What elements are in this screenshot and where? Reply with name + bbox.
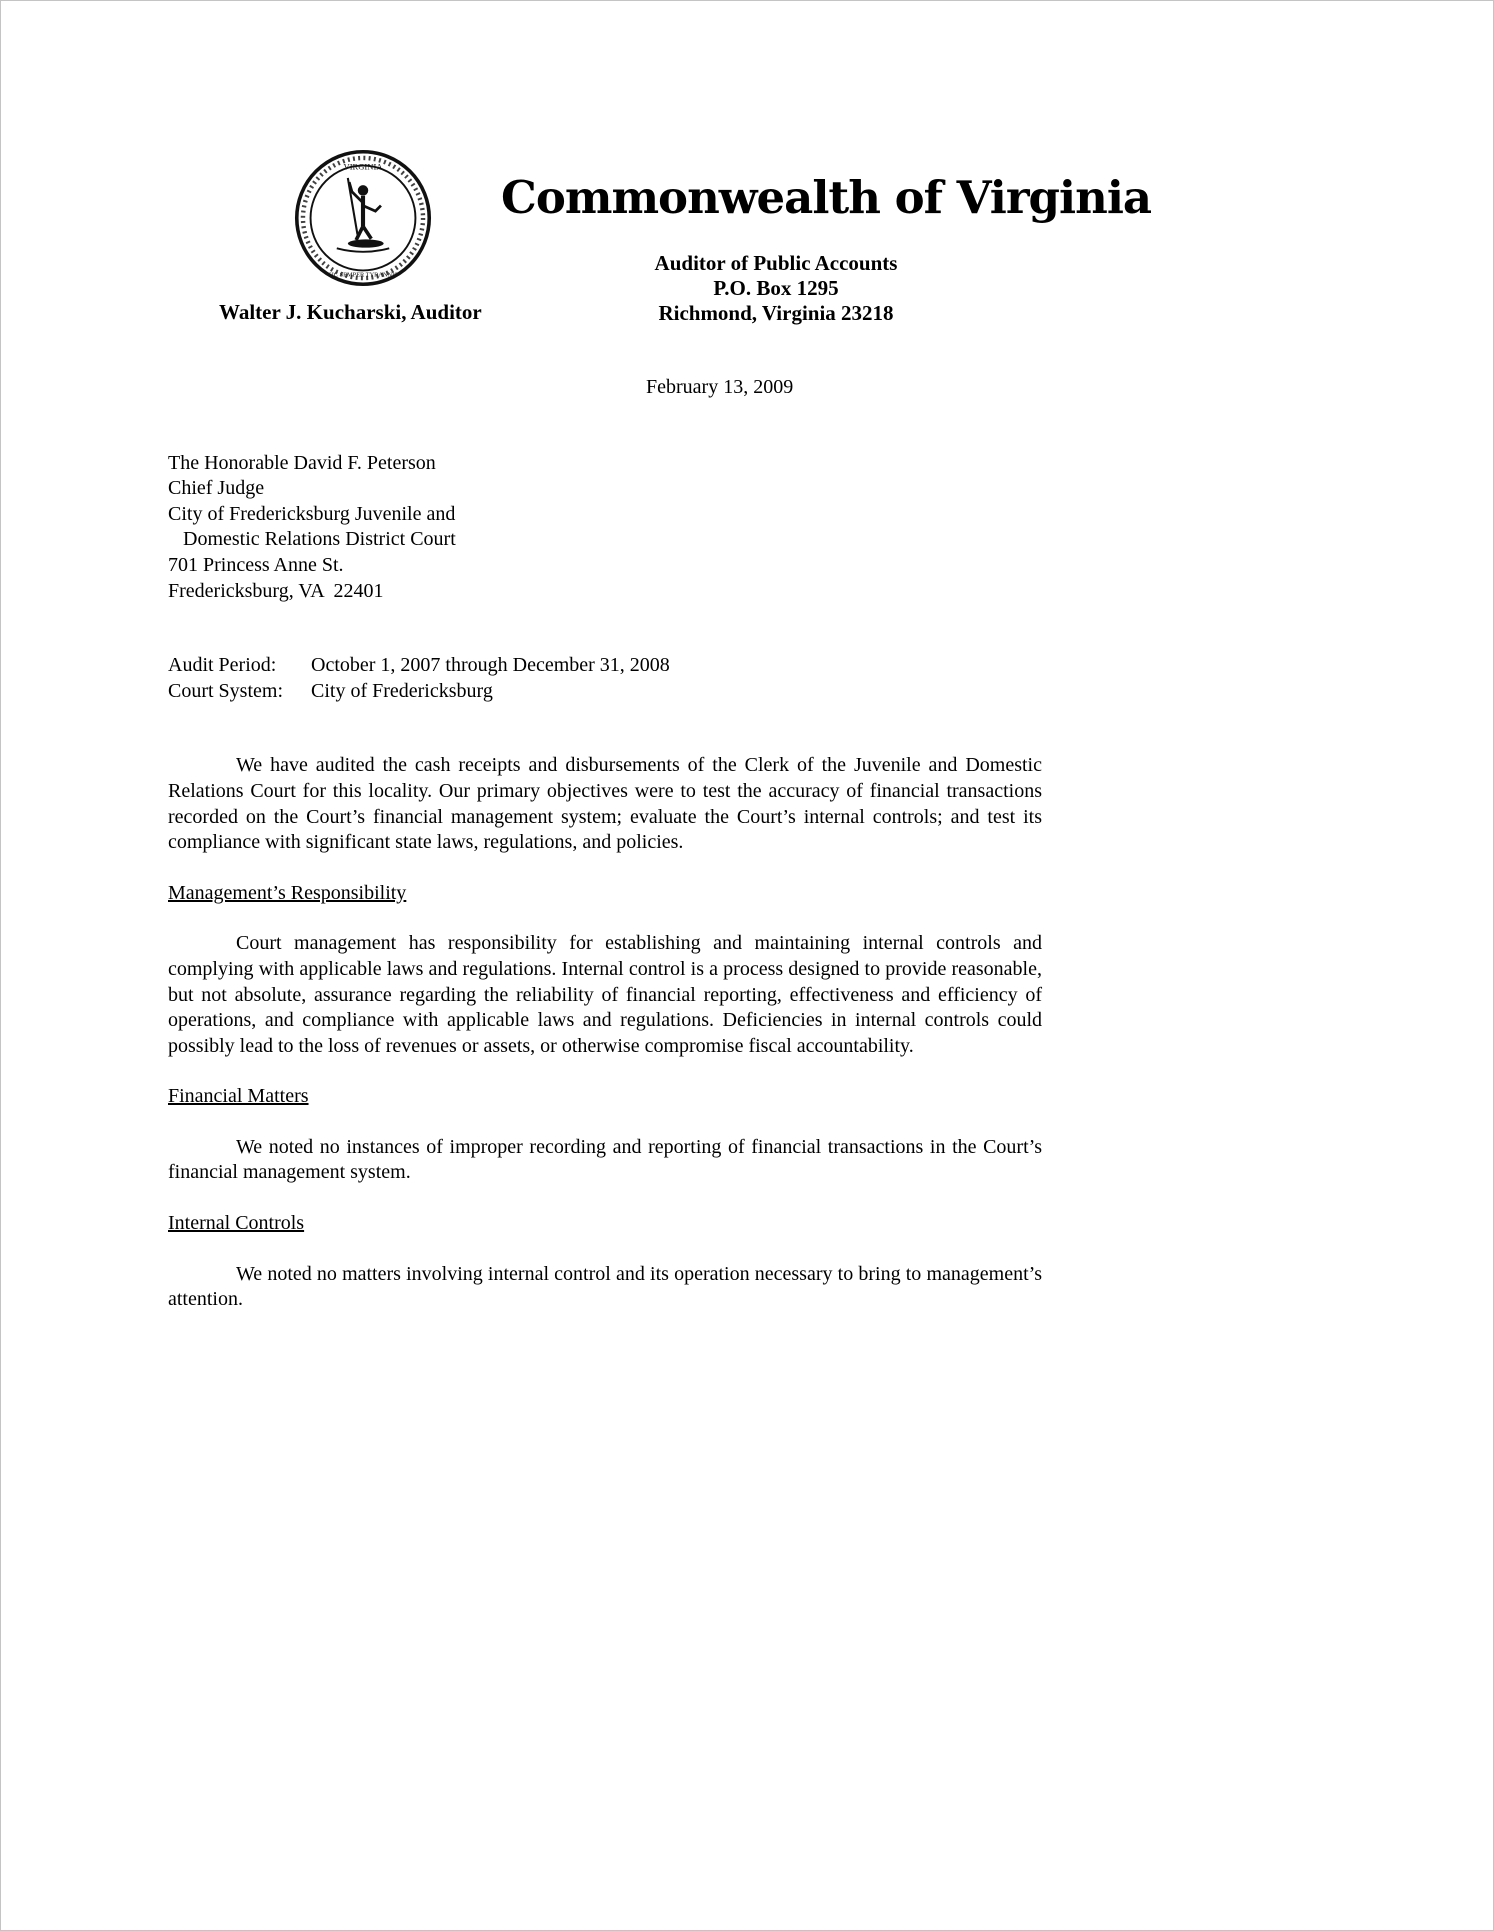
recipient-line: Chief Judge xyxy=(168,477,265,500)
recipient-line: 701 Princess Anne St. xyxy=(168,553,344,576)
seal-top-text: VIRGINIA xyxy=(343,161,383,172)
auditor-name: Walter J. Kucharski, Auditor xyxy=(219,300,482,324)
virginia-state-seal-icon xyxy=(294,149,432,287)
recipient-address-block xyxy=(168,451,1042,605)
section-paragraph: We noted no matters involving internal control and its operation necessary to bring to management’s attention. xyxy=(168,1262,1042,1311)
court-system-row xyxy=(168,679,1042,705)
audit-info-block xyxy=(168,653,1042,704)
section-internal-controls xyxy=(168,1211,1042,1262)
org-name: Commonwealth of Virginia xyxy=(501,171,1152,224)
section-paragraph: Court management has responsibility for establishing and maintaining internal controls and complying with applicable laws and regulations. Internal control is a process designed to provide reasonable, but not absolute, assurance regarding the reliability of financial reporting, effectiveness and efficiency of operations, and compliance with applicable laws and regulations. Deficiencies in internal controls could possibly lead to the loss of revenues or assets, or otherwise compromise fiscal accountability. xyxy=(168,932,1042,1057)
audit-period-label: Audit Period: xyxy=(168,654,277,677)
recipient-line: Fredericksburg, VA 22401 xyxy=(168,579,384,602)
section-management-responsibility xyxy=(168,881,1042,932)
section-heading: Internal Controls xyxy=(168,1212,305,1235)
section-heading: Management’s Responsibility xyxy=(168,881,407,904)
seal-motto-text: SIC SEMPER TYRANNIS xyxy=(328,271,398,279)
court-system-label: Court System: xyxy=(168,679,284,702)
section-financial-matters xyxy=(168,1084,1042,1135)
letter-content xyxy=(168,375,1042,1338)
audit-period-value: October 1, 2007 through December 31, 2008 xyxy=(311,654,670,677)
office-po-box: P.O. Box 1295 xyxy=(713,275,839,300)
recipient-line: The Honorable David F. Peterson xyxy=(168,451,436,474)
recipient-line: City of Fredericksburg Juvenile and xyxy=(168,502,456,525)
court-system-value: City of Fredericksburg xyxy=(311,679,493,702)
section-paragraph: We noted no instances of improper recording and reporting of financial transactions in the Court’s financial management system. xyxy=(168,1135,1042,1184)
audit-period-row xyxy=(168,653,1042,679)
letter-date: February 13, 2009 xyxy=(646,376,794,398)
office-address-block xyxy=(561,251,991,325)
office-line: Auditor of Public Accounts xyxy=(654,251,898,275)
section-heading: Financial Matters xyxy=(168,1085,309,1108)
intro-paragraph: We have audited the cash receipts and disbursements of the Clerk of the Juvenile and Domestic Relations Court for this locality. Our primary objectives were to test the accuracy of financial transactions recorded on the Court’s financial management system; evaluate the Court’s internal controls; and test its compliance with significant state laws, regulations, and policies. xyxy=(168,754,1042,854)
recipient-line: Domestic Relations District Court xyxy=(168,528,456,551)
office-city-state-zip: Richmond, Virginia 23218 xyxy=(658,300,894,325)
